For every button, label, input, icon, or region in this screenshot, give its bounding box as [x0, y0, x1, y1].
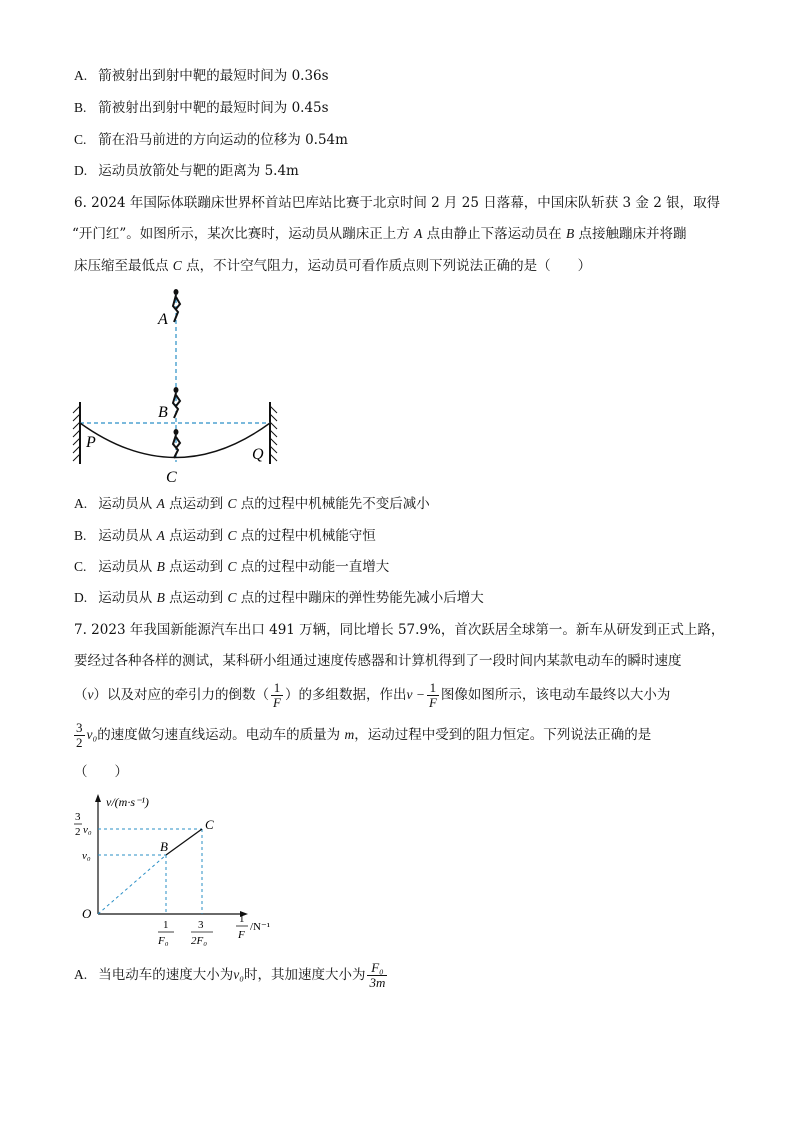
- point-ref: C: [227, 496, 237, 511]
- q6-stem-line3: [74, 256, 591, 276]
- text-run: 图像如图所示，该电动车最终以大小为: [440, 687, 671, 703]
- y-tick-top-den: 2: [75, 826, 81, 838]
- x-axis-unit: /N⁻¹: [250, 921, 271, 933]
- text-run: 点运动到: [164, 528, 228, 544]
- trampoline-figure: [70, 282, 290, 488]
- q5-option-a[interactable]: [74, 66, 329, 86]
- fraction-one-over-f: [271, 681, 283, 710]
- x-tick1-num: 1: [163, 919, 169, 931]
- point-ref: A: [156, 528, 165, 543]
- text-run: 点运动到: [164, 559, 228, 575]
- text-run: 的速度做匀速直线运动。电动车的质量为: [97, 727, 345, 743]
- q6-stem-line1: 6. 2024 年国际体联蹦床世界杯首站巴库站比赛于北京时间 2 月 25 日落幕，中国床队斩获 3 金 2 银，取得: [74, 195, 721, 211]
- x-tick2-den: 2F₀: [191, 935, 208, 947]
- y-tick-mid-v0: v₀: [82, 850, 91, 862]
- option-text: 箭在沿马前进的方向运动的位移为 0.54m: [98, 132, 348, 148]
- fraction-numerator: F₀: [367, 961, 387, 976]
- point-c-label: C: [205, 817, 214, 832]
- option-label: B.: [74, 100, 87, 115]
- point-b-label: B: [160, 839, 168, 854]
- label-p: P: [86, 434, 96, 451]
- text-run: 运动员从: [98, 496, 157, 512]
- text-run: （: [74, 687, 88, 703]
- athlete-at-b: [173, 387, 180, 418]
- fraction-numerator: 3: [76, 720, 83, 735]
- x-axis-den: F: [238, 929, 245, 941]
- fraction-three-halves: [74, 721, 85, 750]
- m-symbol: m: [344, 727, 355, 742]
- x-tick1-den: F₀: [158, 935, 169, 947]
- point-b-ref: B: [565, 226, 575, 241]
- point-ref: C: [227, 559, 237, 574]
- text-run: 床压缩至最低点: [74, 258, 173, 274]
- fraction-one-over-f: [427, 681, 439, 710]
- option-label: A.: [74, 967, 88, 982]
- b-to-c-segment: [166, 829, 202, 855]
- athlete-at-a: [173, 289, 180, 322]
- point-ref: B: [156, 559, 165, 574]
- option-text: 箭被射出到射中靶的最短时间为 0.45s: [98, 100, 329, 116]
- option-label: A.: [74, 496, 88, 511]
- option-label: C.: [74, 132, 87, 147]
- text-run: 点的过程中机械能先不变后减小: [236, 496, 430, 512]
- q5-option-b[interactable]: [74, 98, 329, 118]
- v-minus: v −: [406, 687, 425, 702]
- text-run: “开门红”。如图所示，某次比赛时，运动员从蹦床正上方: [72, 226, 415, 242]
- text-run: 点的过程中蹦床的弹性势能先减小后增大: [236, 590, 484, 606]
- q6-option-b[interactable]: [74, 526, 376, 546]
- x-tick2-num: 3: [198, 919, 204, 931]
- fraction-denominator: F: [273, 695, 281, 710]
- option-label: D.: [74, 163, 88, 178]
- text-run: 点运动到: [164, 590, 228, 606]
- q6-option-a[interactable]: [74, 494, 430, 514]
- point-ref: C: [227, 590, 237, 605]
- point-ref: A: [156, 496, 165, 511]
- fraction-numerator: 1: [271, 681, 283, 696]
- q5-option-c[interactable]: [74, 130, 348, 150]
- q6-option-c[interactable]: [74, 557, 389, 577]
- option-text: 箭被射出到射中靶的最短时间为 0.36s: [98, 68, 329, 84]
- text-run: 时，其加速度大小为: [243, 967, 366, 983]
- label-q: Q: [252, 446, 264, 463]
- q7-stem-line2: 要经过各种各样的测试，某科研小组通过速度传感器和计算机得到了一段时间内某款电动车的瞬时速度: [74, 653, 682, 669]
- option-text: 运动员放箭处与靶的距离为 5.4m: [98, 163, 299, 179]
- text-run: 运动员从: [98, 559, 157, 575]
- label-a: A: [158, 311, 168, 328]
- label-c: C: [166, 469, 177, 486]
- y-tick-top-v0: v₀: [83, 824, 92, 836]
- text-run: 运动员从: [98, 590, 157, 606]
- origin-label: O: [82, 906, 92, 921]
- q7-stem-line3: [74, 678, 670, 712]
- text-run: 点的过程中机械能守恒: [236, 528, 376, 544]
- v-inverse-f-graph: [70, 788, 290, 954]
- option-label: B.: [74, 528, 87, 543]
- fraction-f0-over-3m: [367, 961, 387, 990]
- text-run: 点，不计空气阻力，运动员可看作质点则下列说法正确的是（ ）: [181, 258, 592, 274]
- x-axis-num: 1: [239, 913, 245, 925]
- origin-to-b-dashed: [98, 855, 166, 914]
- fraction-denominator: F: [428, 695, 437, 710]
- text-run: ）的多组数据，作出: [284, 687, 407, 703]
- q7-stem-line1: 7. 2023 年我国新能源汽车出口 491 万辆，同比增长 57.9%，首次跃居全球第一。新车从研发到正式上路，: [74, 622, 725, 638]
- point-ref: B: [156, 590, 165, 605]
- v-symbol: v: [87, 687, 94, 702]
- y-axis-label: v/(m·s⁻¹): [106, 795, 149, 809]
- q5-option-d[interactable]: [74, 161, 299, 181]
- option-label: A.: [74, 68, 88, 83]
- text-run: 点运动到: [164, 496, 228, 512]
- y-tick-top-num: 3: [75, 811, 81, 823]
- fraction-numerator: 1: [427, 681, 439, 696]
- v0-symbol: v₀: [86, 727, 98, 742]
- option-label: D.: [74, 590, 88, 605]
- text-run: 点由静止下落运动员在: [422, 226, 566, 242]
- q6-option-d[interactable]: [74, 588, 484, 608]
- y-axis-arrow-icon: [95, 794, 101, 802]
- text-run: 当电动车的速度大小为: [98, 967, 234, 983]
- right-wall-hatch: [270, 406, 277, 461]
- q7-option-a[interactable]: [74, 958, 389, 992]
- athlete-at-c: [173, 429, 180, 458]
- q7-stem-line4: [74, 718, 651, 752]
- text-run: 点的过程中动能一直增大: [236, 559, 390, 575]
- q7-stem-line5: （ ）: [74, 764, 128, 780]
- text-run: ，运动过程中受到的阻力恒定。下列说法正确的是: [354, 727, 652, 743]
- v0-symbol: v₀: [233, 967, 244, 982]
- fraction-denominator: 3m: [369, 975, 386, 990]
- point-c-ref: C: [172, 258, 182, 273]
- point-a-ref: A: [414, 226, 423, 241]
- label-b: B: [158, 404, 168, 421]
- fraction-denominator: 2: [76, 735, 83, 750]
- text-run: 点接触蹦床并将蹦: [574, 226, 687, 242]
- text-run: 运动员从: [98, 528, 157, 544]
- left-wall-hatch: [73, 406, 80, 461]
- option-label: C.: [74, 559, 87, 574]
- point-ref: C: [227, 528, 237, 543]
- text-run: ）以及对应的牵引力的倒数（: [93, 687, 269, 703]
- q6-stem-line2: [72, 224, 686, 244]
